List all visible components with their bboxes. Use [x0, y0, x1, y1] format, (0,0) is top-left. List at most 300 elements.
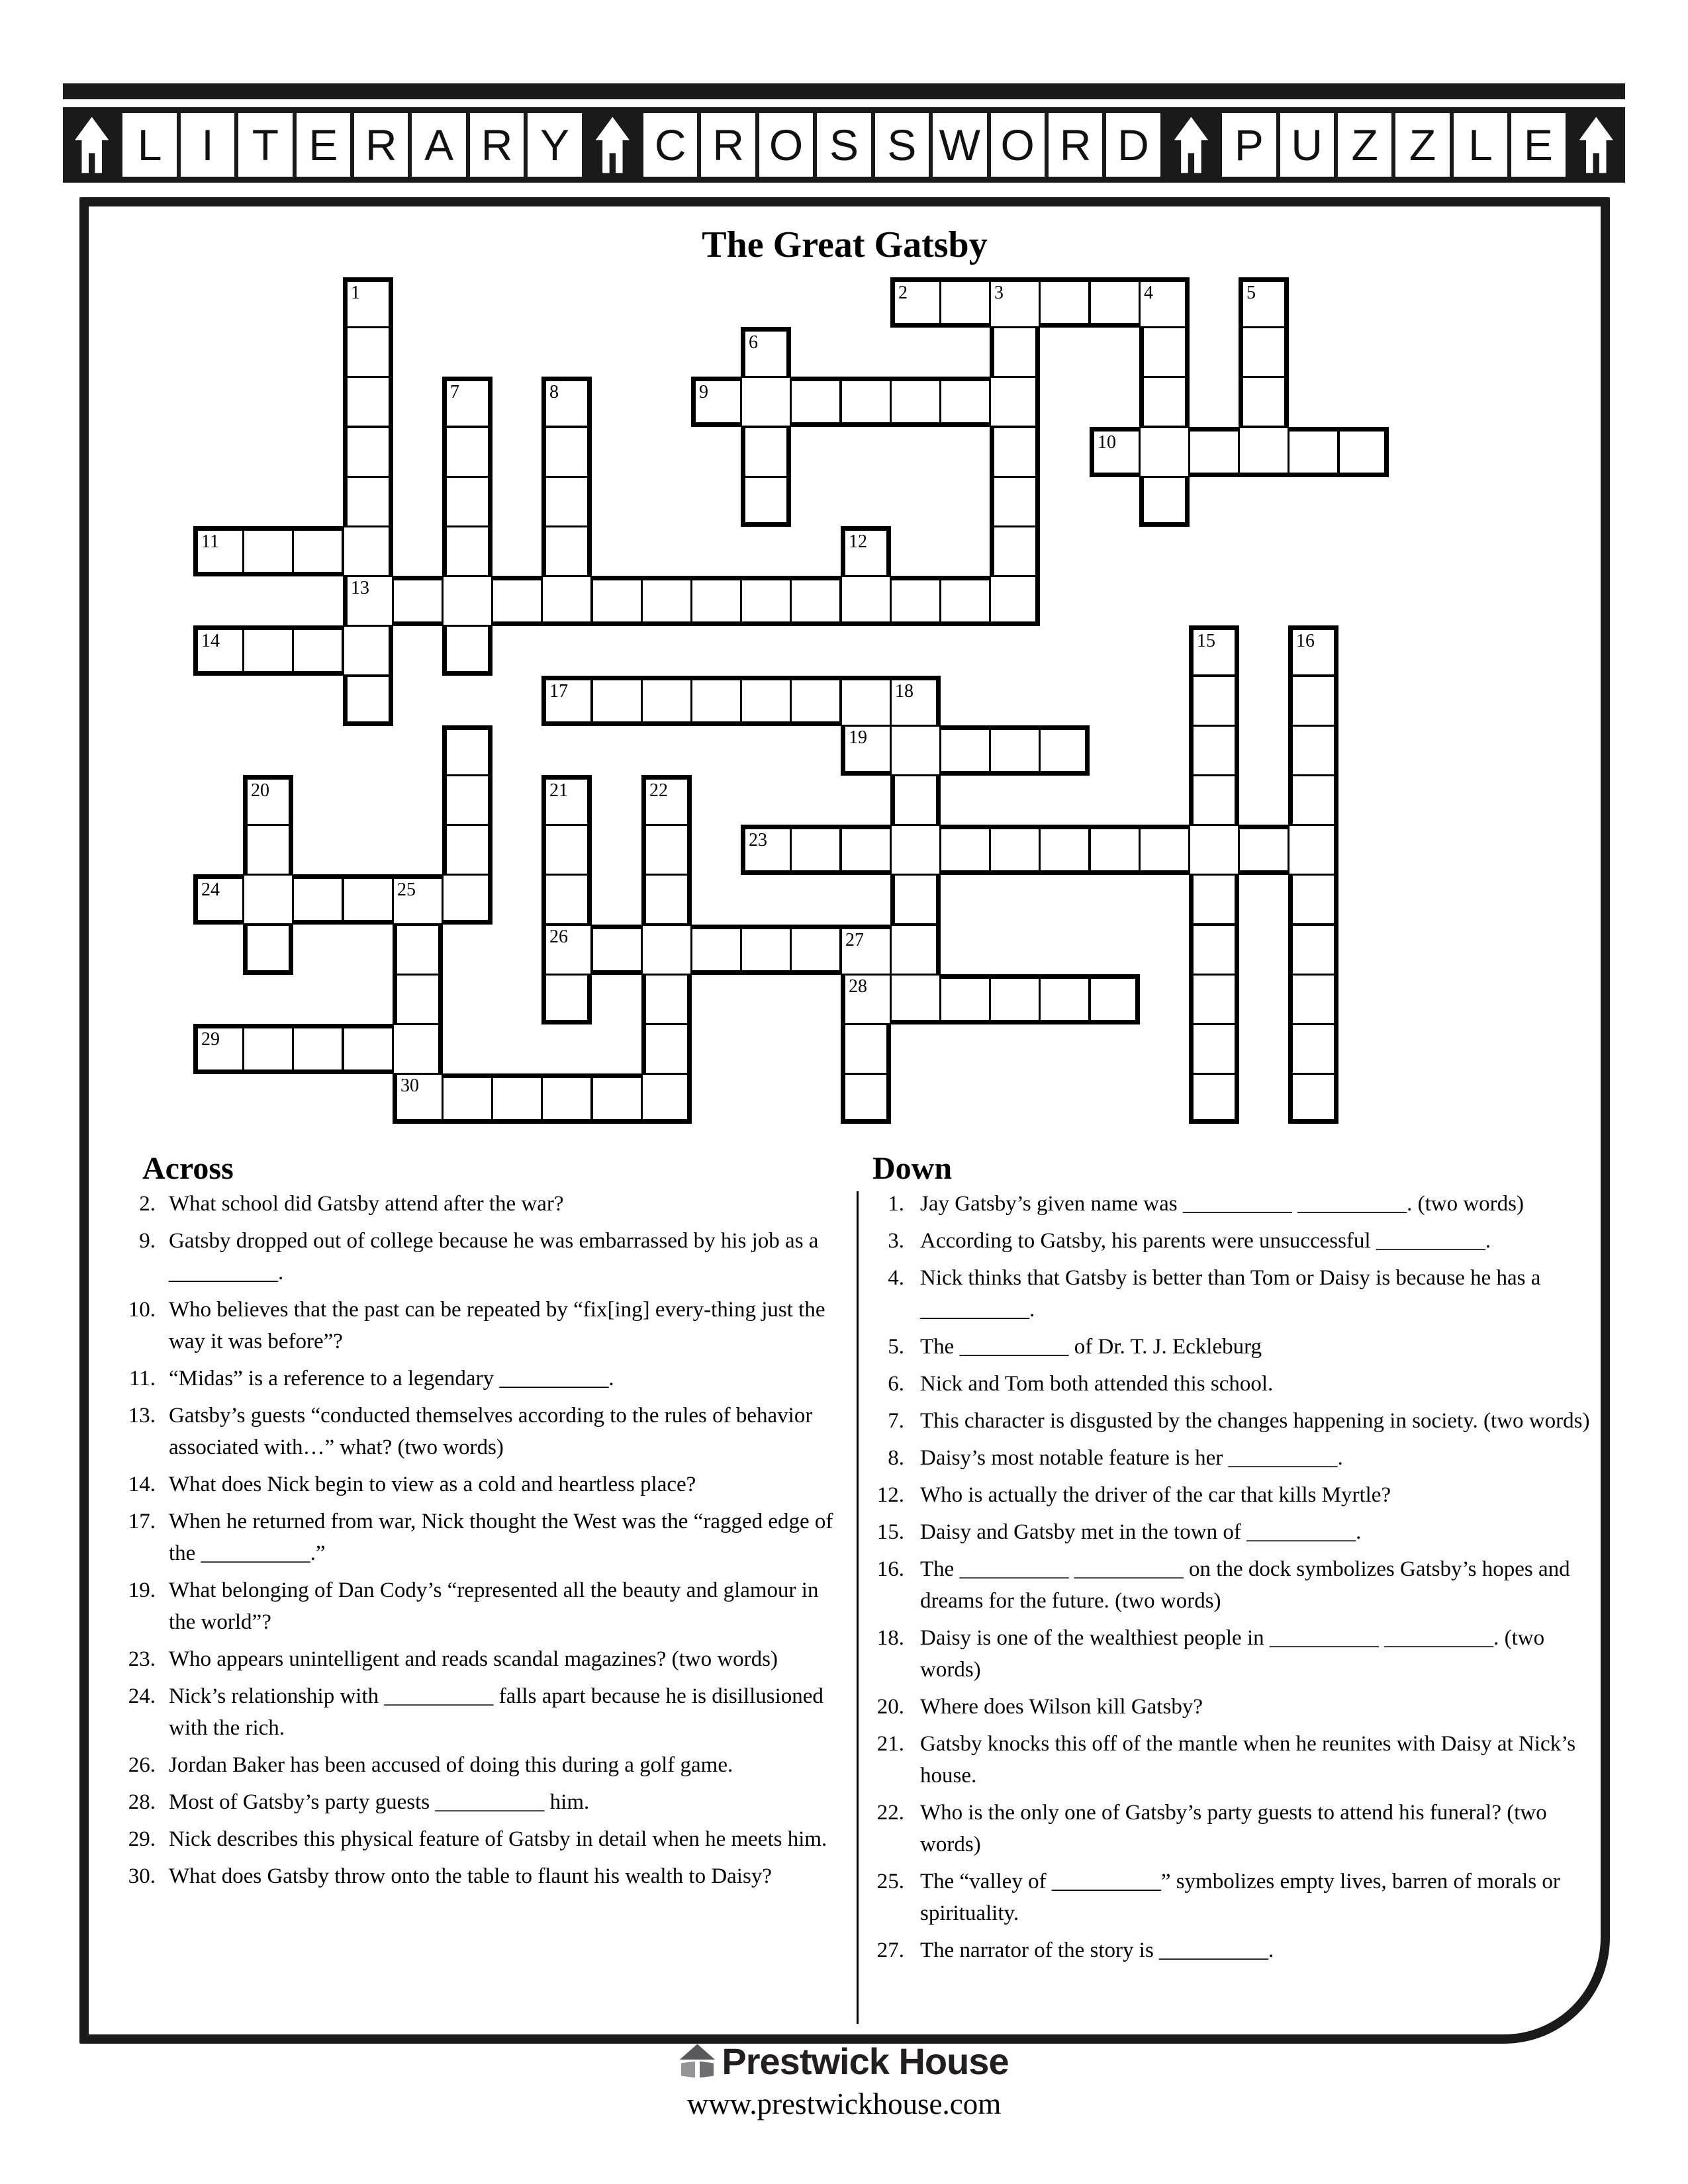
- header-letter-tile: L: [122, 113, 176, 177]
- clue-text: Who appears unintelligent and reads scandal magazines? (two words): [169, 1647, 778, 1671]
- cell-number: 22: [649, 780, 668, 801]
- header-letter-tile: L: [1454, 113, 1507, 177]
- grid-cell: [841, 925, 891, 975]
- grid-cell: [741, 377, 791, 427]
- grid-cell: [541, 1073, 592, 1124]
- clue-text: Nick thinks that Gatsby is better than Tom or Daisy is because he has a __________.: [920, 1266, 1541, 1322]
- grid-cell: [691, 576, 741, 626]
- grid-cell: [1139, 377, 1190, 427]
- clue-text: Who is actually the driver of the car that kills Myrtle?: [920, 1483, 1391, 1507]
- grid-cell: [442, 427, 492, 477]
- cell-number: 30: [400, 1075, 419, 1096]
- grid-cell: [841, 825, 891, 875]
- grid-cell: [592, 576, 642, 626]
- grid-cell: [641, 925, 692, 975]
- grid-cell: [940, 277, 990, 328]
- cell-number: 10: [1098, 432, 1116, 453]
- grid-cell: [1288, 1024, 1338, 1074]
- clue-item: [121, 1786, 843, 1818]
- grid-cell: [890, 277, 941, 328]
- header-letter-tile: O: [759, 113, 813, 177]
- clue-text: What does Nick begin to view as a cold and heartless place?: [169, 1473, 696, 1496]
- grid-cell: [841, 576, 891, 626]
- clue-number: 16.: [876, 1557, 904, 1581]
- cell-number: 12: [849, 531, 867, 552]
- clue-item: [866, 1934, 1597, 1966]
- grid-cell: [541, 526, 592, 576]
- grid-cell: [1090, 974, 1140, 1024]
- clue-item: [866, 1405, 1597, 1437]
- grid-cell: [940, 974, 990, 1024]
- clue-text: Jay Gatsby’s given name was __________ __________. (two words): [920, 1192, 1524, 1216]
- clue-item: [866, 1866, 1597, 1929]
- cell-number: 8: [549, 382, 559, 402]
- clue-item: [866, 1516, 1597, 1548]
- grid-cell: [592, 1073, 642, 1124]
- grid-cell: [243, 874, 293, 925]
- clue-item: [866, 1188, 1597, 1220]
- cell-number: 26: [549, 927, 568, 947]
- clue-text: Nick describes this physical feature of Gatsby in detail when he meets him.: [169, 1827, 827, 1851]
- cell-number: 11: [201, 531, 219, 552]
- grid-cell: [243, 825, 293, 875]
- grid-cell: [890, 825, 941, 875]
- down-clue-list: [866, 1188, 1597, 1972]
- grid-cell: [741, 477, 791, 527]
- clue-text: The __________ __________ on the dock symbolizes Gatsby’s hopes and dreams for the future. (two words): [920, 1557, 1570, 1613]
- grid-cell: [641, 775, 692, 825]
- clue-text: Daisy is one of the wealthiest people in __________ __________. (two words): [920, 1626, 1545, 1682]
- header-letter-tile: D: [1106, 113, 1160, 177]
- clue-text: Gatsby dropped out of college because he was embarrassed by his job as a __________.: [169, 1229, 819, 1285]
- grid-cell: [890, 377, 941, 427]
- clue-text: Daisy and Gatsby met in the town of __________.: [920, 1520, 1362, 1544]
- clue-number: 29.: [128, 1827, 156, 1851]
- grid-cell: [1338, 427, 1389, 477]
- grid-cell: [293, 625, 343, 676]
- grid-cell: [990, 974, 1040, 1024]
- clue-item: [121, 1749, 843, 1781]
- grid-cell: [890, 974, 941, 1024]
- grid-cell: [393, 1024, 443, 1074]
- cell-number: 6: [749, 332, 758, 353]
- grid-cell: [193, 625, 244, 676]
- clue-text: Nick and Tom both attended this school.: [920, 1372, 1274, 1396]
- clue-number: 19.: [128, 1578, 156, 1602]
- clue-text: Who is the only one of Gatsby’s party guests to attend his funeral? (two words): [920, 1801, 1547, 1856]
- clue-item: [866, 1728, 1597, 1792]
- grid-cell: [841, 725, 891, 776]
- grid-cell: [641, 974, 692, 1024]
- clue-item: [866, 1622, 1597, 1686]
- clue-item: [866, 1479, 1597, 1511]
- grid-cell: [641, 676, 692, 726]
- grid-cell: [442, 825, 492, 875]
- grid-cell: [1090, 277, 1140, 328]
- grid-cell: [1189, 1073, 1239, 1124]
- grid-cell: [790, 925, 841, 975]
- grid-cell: [592, 925, 642, 975]
- grid-cell: [841, 974, 891, 1024]
- clue-item: [121, 1400, 843, 1463]
- grid-cell: [890, 676, 941, 726]
- cell-number: 21: [549, 780, 568, 801]
- cell-number: 17: [549, 681, 568, 702]
- grid-cell: [841, 526, 891, 576]
- clue-item: [121, 1294, 843, 1357]
- clue-number: 23.: [128, 1647, 156, 1671]
- grid-cell: [1189, 974, 1239, 1024]
- grid-cell: [1039, 974, 1090, 1024]
- clue-number: 6.: [888, 1372, 904, 1396]
- clue-number: 5.: [888, 1335, 904, 1359]
- grid-cell: [1288, 1073, 1338, 1124]
- grid-cell: [890, 725, 941, 776]
- clue-item: [866, 1553, 1597, 1617]
- header-letter-tile: S: [875, 113, 929, 177]
- clue-number: 28.: [128, 1790, 156, 1814]
- grid-cell: [541, 974, 592, 1024]
- grid-cell: [442, 625, 492, 676]
- grid-cell: [442, 526, 492, 576]
- grid-cell: [741, 327, 791, 377]
- cell-number: 25: [397, 880, 416, 900]
- clue-item: [121, 1680, 843, 1744]
- clue-number: 3.: [888, 1229, 904, 1253]
- grid-cell: [1239, 377, 1289, 427]
- grid-cell: [541, 477, 592, 527]
- grid-cell: [343, 874, 393, 925]
- clue-number: 26.: [128, 1753, 156, 1777]
- grid-cell: [1139, 427, 1190, 477]
- cell-number: 7: [450, 382, 459, 402]
- clue-number: 13.: [128, 1404, 156, 1428]
- clue-item: [866, 1368, 1597, 1400]
- cell-number: 28: [849, 976, 867, 997]
- grid-cell: [990, 377, 1040, 427]
- clue-item: [866, 1797, 1597, 1860]
- clue-text: According to Gatsby, his parents were unsuccessful __________.: [920, 1229, 1491, 1253]
- clue-item: [866, 1225, 1597, 1257]
- grid-cell: [990, 477, 1040, 527]
- cell-number: 16: [1296, 631, 1315, 651]
- grid-cell: [1288, 925, 1338, 975]
- header-letter-tile: R: [701, 113, 755, 177]
- clue-number: 2.: [139, 1192, 156, 1216]
- clue-number: 21.: [876, 1732, 904, 1756]
- grid-cell: [1189, 775, 1239, 825]
- grid-cell: [243, 925, 293, 975]
- grid-cell: [741, 925, 791, 975]
- header-letter-tile: Z: [1395, 113, 1449, 177]
- grid-cell: [293, 874, 343, 925]
- clue-text: Gatsby knocks this off of the mantle when he reunites with Daisy at Nick’s house.: [920, 1732, 1576, 1788]
- across-heading: Across: [142, 1151, 234, 1186]
- grid-cell: [541, 377, 592, 427]
- cell-number: 5: [1246, 283, 1256, 303]
- clue-number: 9.: [139, 1229, 156, 1253]
- header-letter-tile: S: [817, 113, 870, 177]
- clue-number: 22.: [876, 1801, 904, 1825]
- clue-number: 4.: [888, 1266, 904, 1290]
- down-heading: Down: [872, 1151, 953, 1186]
- prestwick-house-arrow-icon: [586, 113, 639, 177]
- cell-number: 27: [845, 930, 864, 950]
- clue-number: 12.: [876, 1483, 904, 1507]
- clue-text: The “valley of __________” symbolizes empty lives, barren of morals or spirituality.: [920, 1870, 1560, 1925]
- clue-item: [121, 1643, 843, 1675]
- clue-number: 8.: [888, 1446, 904, 1470]
- grid-cell: [691, 925, 741, 975]
- footer: [0, 2040, 1688, 2121]
- grid-cell: [641, 1073, 692, 1124]
- grid-cell: [990, 526, 1040, 576]
- clue-number: 25.: [876, 1870, 904, 1893]
- grid-cell: [1288, 775, 1338, 825]
- grid-cell: [641, 1024, 692, 1074]
- grid-cell: [293, 526, 343, 576]
- grid-cell: [1189, 925, 1239, 975]
- header-letter-tile: U: [1280, 113, 1334, 177]
- grid-cell: [940, 725, 990, 776]
- cell-number: 23: [749, 830, 767, 850]
- clue-number: 27.: [876, 1938, 904, 1962]
- grid-cell: [1189, 676, 1239, 726]
- logo-text: Prestwick House: [722, 2040, 1009, 2082]
- clue-item: [866, 1691, 1597, 1723]
- grid-cell: [393, 1073, 443, 1124]
- grid-cell: [1288, 427, 1338, 477]
- cell-number: 14: [201, 631, 220, 651]
- grid-cell: [1288, 625, 1338, 676]
- clue-item: [121, 1363, 843, 1394]
- grid-cell: [741, 825, 791, 875]
- grid-cell: [1139, 327, 1190, 377]
- cell-number: 18: [895, 681, 914, 702]
- grid-cell: [243, 526, 293, 576]
- across-clue-list: [121, 1188, 843, 1897]
- grid-cell: [393, 974, 443, 1024]
- grid-cell: [890, 576, 941, 626]
- grid-cell: [940, 825, 990, 875]
- grid-cell: [741, 676, 791, 726]
- cell-number: 15: [1197, 631, 1215, 651]
- grid-cell: [193, 526, 244, 576]
- prestwick-logo: [0, 2040, 1688, 2083]
- clue-item: [121, 1823, 843, 1855]
- grid-cell: [1039, 825, 1090, 875]
- cell-number: 29: [201, 1029, 220, 1050]
- cell-number: 24: [201, 880, 220, 900]
- grid-cell: [541, 676, 592, 726]
- grid-cell: [541, 925, 592, 975]
- page-title: The Great Gatsby: [702, 224, 988, 265]
- cell-number: 9: [699, 382, 708, 402]
- grid-cell: [890, 925, 941, 975]
- clue-text: What does Gatsby throw onto the table to flaunt his wealth to Daisy?: [169, 1864, 772, 1888]
- header-letter-tile: O: [991, 113, 1045, 177]
- grid-cell: [343, 377, 393, 427]
- grid-cell: [343, 625, 393, 676]
- prestwick-house-arrow-icon: [1570, 113, 1623, 177]
- cell-number: 1: [351, 283, 360, 303]
- grid-cell: [442, 1073, 492, 1124]
- grid-cell: [641, 874, 692, 925]
- grid-cell: [741, 576, 791, 626]
- grid-cell: [343, 1024, 393, 1074]
- grid-cell: [343, 526, 393, 576]
- clue-text: What school did Gatsby attend after the war?: [169, 1192, 564, 1216]
- clue-number: 10.: [128, 1298, 156, 1322]
- footer-url: www.prestwickhouse.com: [686, 2087, 1002, 2120]
- grid-cell: [790, 576, 841, 626]
- grid-cell: [492, 1073, 542, 1124]
- header-letter-tile: P: [1222, 113, 1276, 177]
- grid-cell: [990, 277, 1040, 328]
- grid-cell: [442, 775, 492, 825]
- grid-cell: [1039, 277, 1090, 328]
- grid-cell: [1090, 427, 1140, 477]
- grid-cell: [641, 825, 692, 875]
- cell-number: 13: [351, 578, 369, 598]
- header-letter-tile: I: [181, 113, 234, 177]
- header-letter-tile: W: [933, 113, 986, 177]
- clue-number: 17.: [128, 1510, 156, 1533]
- grid-cell: [1239, 277, 1289, 328]
- grid-cell: [1288, 974, 1338, 1024]
- grid-cell: [592, 676, 642, 726]
- clue-text: Nick’s relationship with __________ falls apart because he is disillusioned with the rich.: [169, 1684, 823, 1740]
- grid-cell: [442, 874, 492, 925]
- grid-cell: [541, 825, 592, 875]
- clue-item: [121, 1574, 843, 1638]
- grid-cell: [343, 676, 393, 726]
- header-letter-tile: C: [643, 113, 697, 177]
- grid-cell: [841, 377, 891, 427]
- clue-text: Gatsby’s guests “conducted themselves according to the rules of behavior associated with…” what? (two words): [169, 1404, 813, 1459]
- grid-cell: [1288, 676, 1338, 726]
- clue-text: What belonging of Dan Cody’s “represented all the beauty and glamour in the world”?: [169, 1578, 819, 1634]
- grid-cell: [1239, 825, 1289, 875]
- clue-text: Who believes that the past can be repeated by “fix[ing] every-thing just the way it was before”?: [169, 1298, 825, 1353]
- clue-number: 14.: [128, 1473, 156, 1496]
- clue-text: Jordan Baker has been accused of doing this during a golf game.: [169, 1753, 733, 1777]
- cell-number: 19: [849, 727, 867, 748]
- grid-cell: [541, 874, 592, 925]
- clue-text: Most of Gatsby’s party guests __________ him.: [169, 1790, 590, 1814]
- literary-crossword-puzzle-banner: [63, 107, 1625, 183]
- clue-item: [121, 1188, 843, 1220]
- grid-cell: [1239, 427, 1289, 477]
- clue-text: “Midas” is a reference to a legendary __________.: [169, 1367, 614, 1390]
- grid-cell: [1288, 825, 1338, 875]
- header-letter-tile: R: [470, 113, 524, 177]
- grid-cell: [541, 775, 592, 825]
- clue-text: This character is disgusted by the changes happening in society. (two words): [920, 1409, 1590, 1433]
- grid-cell: [343, 477, 393, 527]
- prestwick-house-arrow-icon: [1164, 113, 1218, 177]
- prestwick-house-arrow-icon: [65, 113, 118, 177]
- header-letter-tile: T: [238, 113, 292, 177]
- grid-cell: [492, 576, 542, 626]
- grid-cell: [442, 725, 492, 776]
- grid-cell: [442, 576, 492, 626]
- grid-cell: [1139, 825, 1190, 875]
- grid-cell: [343, 576, 393, 626]
- grid-cell: [890, 874, 941, 925]
- header-letter-tile: E: [297, 113, 350, 177]
- clue-number: 1.: [888, 1192, 904, 1216]
- grid-cell: [442, 377, 492, 427]
- cell-number: 4: [1144, 283, 1153, 303]
- grid-cell: [940, 377, 990, 427]
- cell-number: 2: [898, 283, 908, 303]
- grid-cell: [790, 825, 841, 875]
- grid-cell: [193, 1024, 244, 1074]
- clue-number: 18.: [876, 1626, 904, 1650]
- grid-cell: [1189, 1024, 1239, 1074]
- clue-text: Daisy’s most notable feature is her __________.: [920, 1446, 1343, 1470]
- grid-cell: [741, 427, 791, 477]
- grid-cell: [243, 775, 293, 825]
- grid-cell: [641, 576, 692, 626]
- grid-cell: [541, 427, 592, 477]
- grid-cell: [1239, 327, 1289, 377]
- top-rule: [63, 83, 1625, 99]
- clue-number: 7.: [888, 1409, 904, 1433]
- grid-cell: [1189, 625, 1239, 676]
- grid-cell: [343, 427, 393, 477]
- clue-item: [866, 1442, 1597, 1474]
- prestwick-house-icon: [679, 2044, 715, 2079]
- clue-number: 15.: [876, 1520, 904, 1544]
- clue-number: 20.: [876, 1695, 904, 1719]
- grid-cell: [841, 1073, 891, 1124]
- grid-cell: [343, 277, 393, 328]
- grid-cell: [393, 925, 443, 975]
- grid-cell: [990, 327, 1040, 377]
- grid-cell: [940, 576, 990, 626]
- grid-cell: [890, 775, 941, 825]
- grid-cell: [1139, 277, 1190, 328]
- grid-cell: [243, 1024, 293, 1074]
- grid-cell: [841, 676, 891, 726]
- grid-cell: [1189, 825, 1239, 875]
- grid-cell: [393, 874, 443, 925]
- grid-cell: [1288, 725, 1338, 776]
- grid-cell: [990, 725, 1040, 776]
- clue-item: [866, 1331, 1597, 1363]
- grid-cell: [1139, 477, 1190, 527]
- column-divider: [857, 1191, 859, 2024]
- clue-item: [121, 1469, 843, 1500]
- grid-cell: [1039, 725, 1090, 776]
- header-letter-tile: R: [354, 113, 408, 177]
- grid-cell: [1288, 874, 1338, 925]
- clue-text: Where does Wilson kill Gatsby?: [920, 1695, 1203, 1719]
- grid-cell: [790, 676, 841, 726]
- grid-cell: [293, 1024, 343, 1074]
- grid-cell: [541, 576, 592, 626]
- clue-number: 24.: [128, 1684, 156, 1708]
- clue-item: [121, 1506, 843, 1569]
- header-letter-tile: E: [1511, 113, 1565, 177]
- grid-cell: [1189, 874, 1239, 925]
- clue-number: 30.: [128, 1864, 156, 1888]
- header-letter-tile: Z: [1338, 113, 1391, 177]
- grid-cell: [343, 327, 393, 377]
- clue-item: [866, 1262, 1597, 1326]
